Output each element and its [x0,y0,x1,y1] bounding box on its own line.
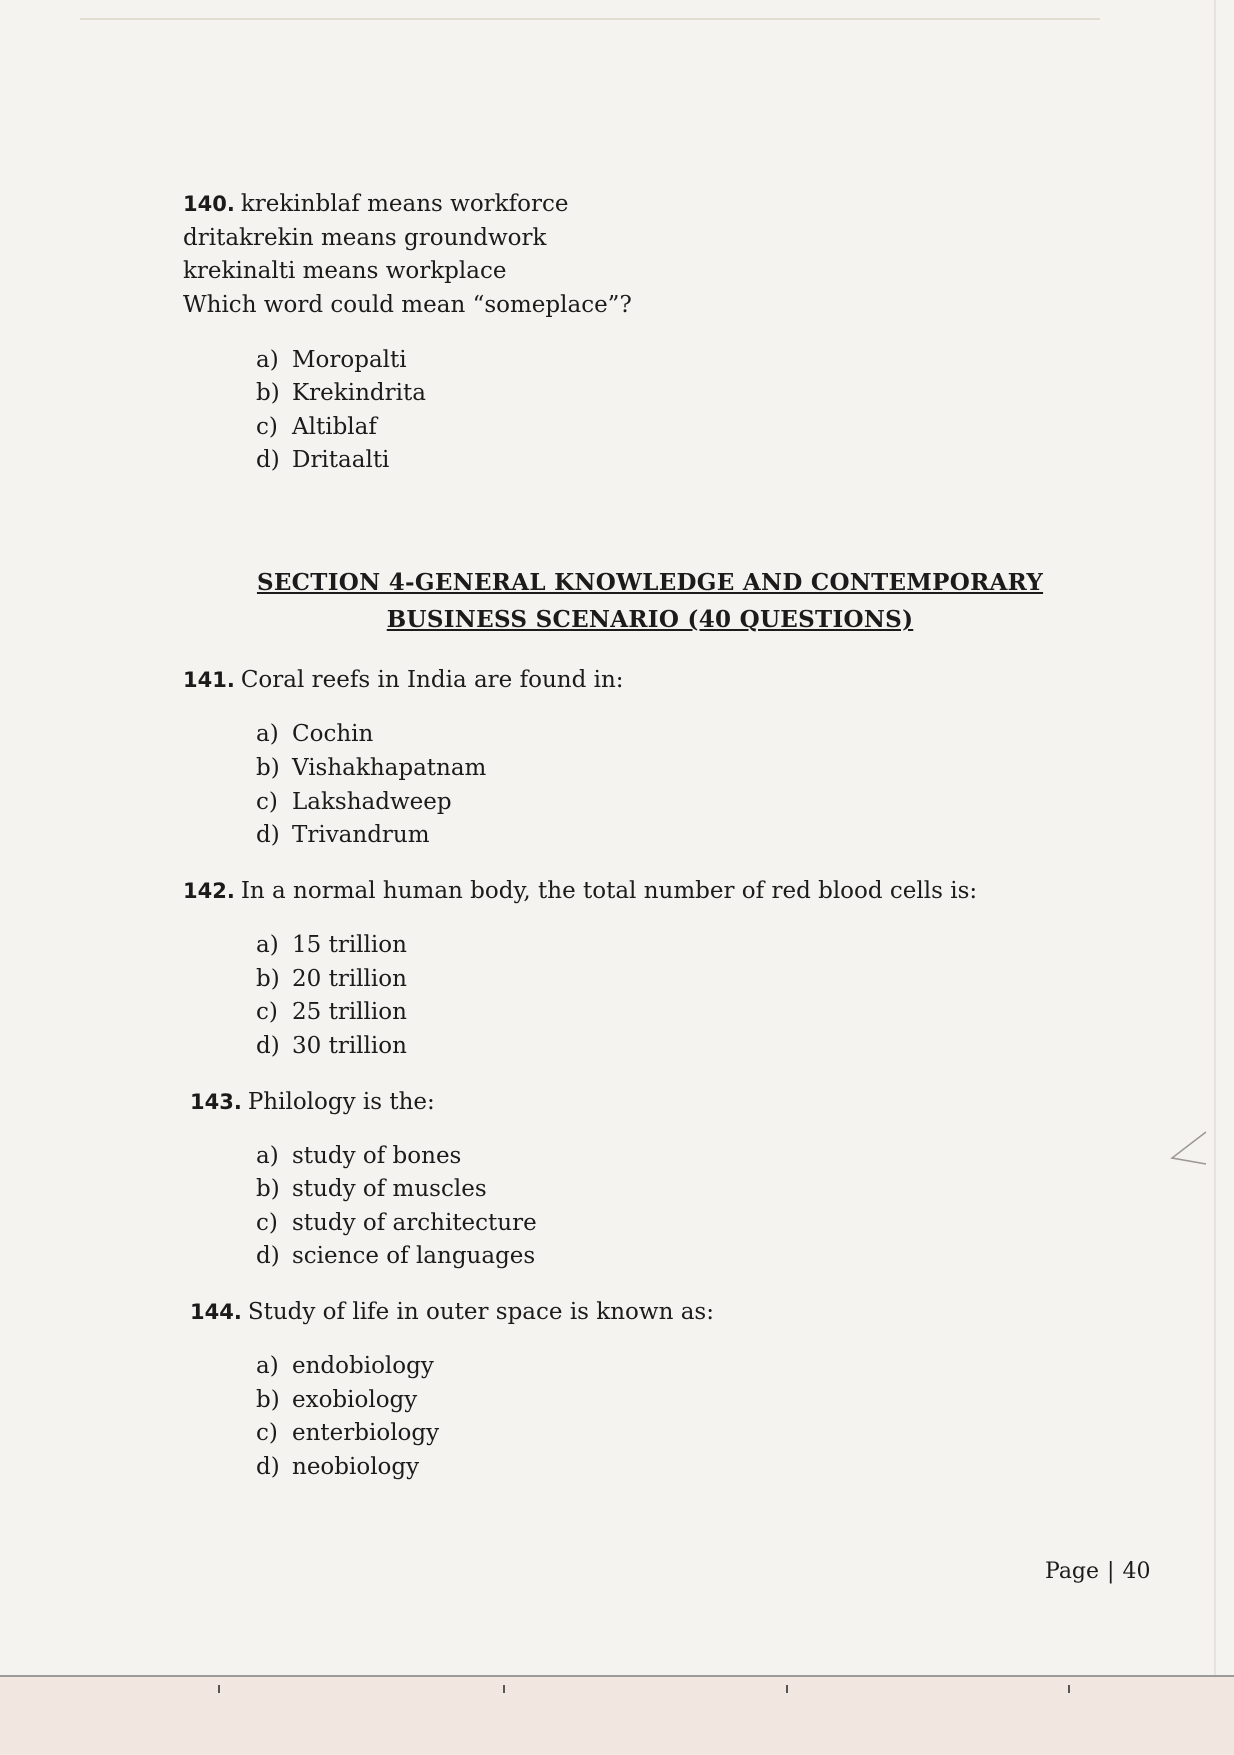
question-140-prompt: Which word could mean “someplace”? [183,292,632,318]
option-144-b: b) exobiology [256,1387,418,1413]
option-140-a: a) Moropalti [256,347,407,373]
page-fold-line [1214,0,1216,1675]
option-143-a: a) study of bones [256,1143,462,1169]
question-text: Coral reefs in India are found in: [240,667,624,693]
option-144-a: a) endobiology [256,1353,434,1379]
option-140-c: c) Altiblaf [256,414,377,440]
question-140-line-3: krekinalti means workplace [183,258,507,284]
option-142-d: d) 30 trillion [256,1033,407,1059]
page-label: Page [1045,1559,1100,1584]
option-143-c: c) study of architecture [256,1210,537,1236]
band-tick [503,1685,505,1693]
option-142-a: a) 15 trillion [256,932,407,958]
option-140-b: b) Krekindrita [256,380,426,406]
page-footer [1045,1555,1150,1589]
option-144-c: c) enterbiology [256,1420,440,1446]
bottom-scan-band [0,1675,1234,1755]
question-142 [183,874,977,908]
option-141-c: c) Lakshadweep [256,789,452,815]
question-number: 142. [183,879,235,903]
fold-mark-icon [1168,1130,1208,1170]
section-heading-line-2: BUSINESS SCENARIO (40 QUESTIONS) [386,606,914,633]
question-140-line-1 [183,187,568,221]
question-140-line-2: dritakrekin means groundwork [183,225,547,251]
page-number: 40 [1122,1559,1151,1584]
question-143 [190,1085,435,1119]
option-142-b: b) 20 trillion [256,966,407,992]
band-tick [1068,1685,1070,1693]
section-heading-line-1: SECTION 4-GENERAL KNOWLEDGE AND CONTEMPORARY [256,569,1044,596]
question-text: Philology is the: [247,1089,435,1115]
option-140-d: d) Dritaalti [256,447,390,473]
question-number: 144. [190,1300,242,1324]
question-text: krekinblaf means workforce [240,191,569,217]
option-141-a: a) Cochin [256,721,374,747]
question-144 [190,1295,714,1329]
option-144-d: d) neobiology [256,1454,420,1480]
option-141-b: b) Vishakhapatnam [256,755,487,781]
question-number: 143. [190,1090,242,1114]
band-tick [786,1685,788,1693]
option-142-c: c) 25 trillion [256,999,407,1025]
page-separator: | [1107,1559,1115,1584]
question-number: 140. [183,192,235,216]
question-141 [183,663,624,697]
option-143-b: b) study of muscles [256,1176,487,1202]
option-143-d: d) science of languages [256,1243,536,1269]
question-number: 141. [183,668,235,692]
question-text: Study of life in outer space is known as: [247,1299,714,1325]
band-tick [218,1685,220,1693]
top-edge-line [80,18,1100,20]
option-141-d: d) Trivandrum [256,822,430,848]
question-text: In a normal human body, the total number of red blood cells is: [240,878,978,904]
